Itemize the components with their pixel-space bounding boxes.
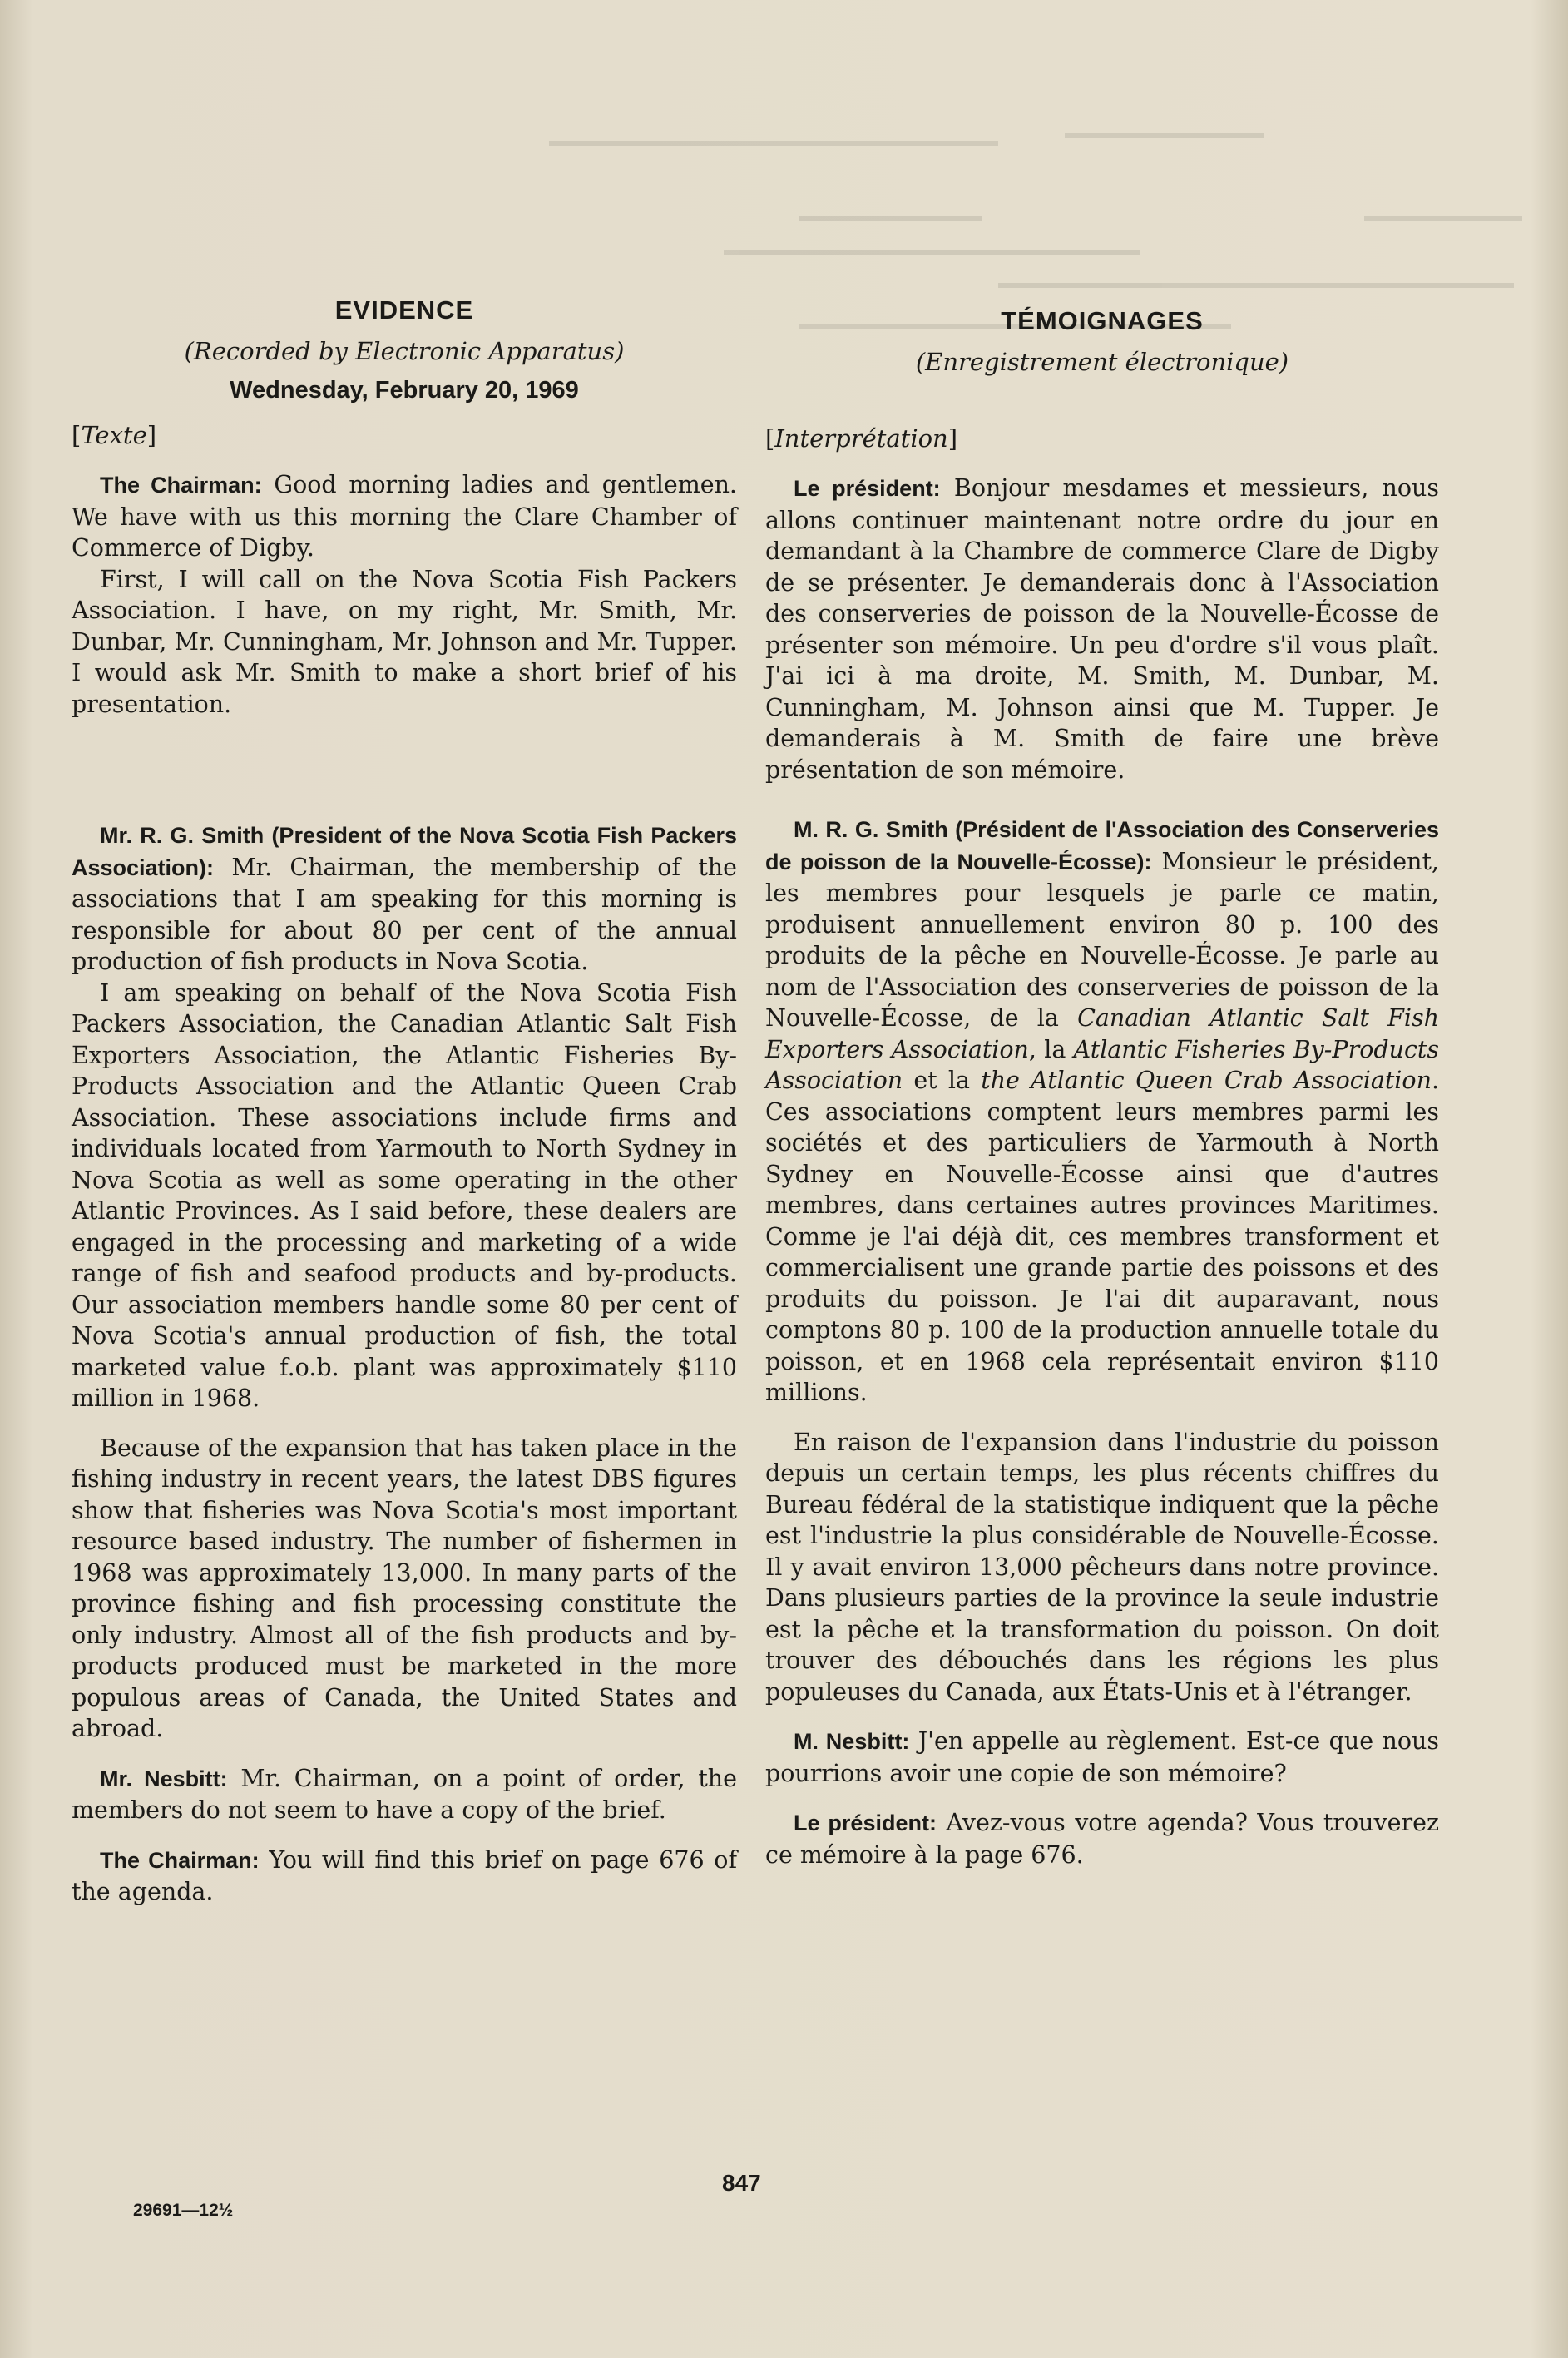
president-reply: Le président: Avez-vous votre agenda? Vous trouverez ce mémoire à la page 676. (765, 1809, 1439, 1869)
evidence-heading: EVIDENCE (334, 295, 474, 324)
hearing-date: Wednesday, February 20, 1969 (230, 377, 579, 404)
nesbitt-point-of-order: Mr. Nesbitt: Mr. Chairman, on a point of order, the members do not seem to have a copy of the brief. (72, 1764, 737, 1824)
speaker-label: M. Nesbitt: (794, 1729, 910, 1754)
english-column (72, 295, 737, 1908)
text-tag: [Texte] (72, 421, 157, 449)
smith-industry-fr: En raison de l'expansion dans l'industrie du poisson depuis un certain temps, les plus récents chiffres du Bureau fédéral de la statistique indiquent que la pêche est l'industrie la plus considérable de Nouvelle-Écosse. Il y avait environ 13,000 pêcheurs dans notre province. Dans plusieurs parties de la province la seule industrie est la pêche et la transformation du poisson. On doit trouver des débouchés dans les régions les plus populeuses du Canada, aux États-Unis et à l'étranger. (765, 1428, 1439, 1706)
interpretation-tag: [Interprétation] (765, 424, 958, 453)
smith-associations: I am speaking on behalf of the Nova Scotia Fish Packers Association, the Canadian Atlantic Salt Fish Exporters Association, the Atlantic Fisheries By-Products Association and the Atlantic Queen Crab Association. These associations include firms and individuals located from Yarmouth to North Sydney in Nova Scotia as well as some operating in the other Atlantic Provinces. As I said before, these dealers are engaged in the processing and marketing of a wide range of fish and seafood products and by-products. Our association members handle some 80 per cent of Nova Scotia's annual production of fish, the total marketed value f.o.b. plant was approximately $110 million in 1968. (72, 978, 737, 1412)
speaker-label: Le président: (794, 1811, 937, 1835)
speaker-label: Le président: (794, 476, 941, 501)
french-column (765, 306, 1439, 1870)
smith-statement-fr: M. R. G. Smith (Président de l'Association des Conserveries de poisson de la Nouvelle-Écosse): Monsieur le président, les membres pour lesquels je parle ce matin, produisent annuellement environ 80 p. 100 des produits de la pêche en Nouvelle-Écosse. Je parle au nom de l'Association des conserveries de poisson de la Nouvelle-Écosse, de la Canadian Atlantic Salt Fish Exporters Association, la Atlantic Fisheries By-Products Association et la the Atlantic Queen Crab Association. Ces associations comptent leurs membres parmi les sociétés et des particuliers de Yarmouth à North Sydney en Nouvelle-Écosse ainsi que d'autres membres, dans certaines autres provinces Maritimes. Comme je l'ai déjà dit, ces membres transforment et commercialisent une grande partie des poissons et des produits du poisson. Je l'ai dit auparavant, nous comptons 80 p. 100 de la production annuelle totale du poisson, et en 1968 cela représentait environ $110 millions. (765, 817, 1439, 1406)
smith-statement: Mr. R. G. Smith (President of the Nova Scotia Fish Packers Association): Mr. Chairman, the membership of the associations that I am speaking for this morning is responsible for about 80 per cent of the annual production of fish products in Nova Scotia. (72, 823, 737, 975)
speaker-label: Mr. R. G. Smith (President of the Nova Scotia Fish Packers Association): (72, 823, 737, 880)
evidence-subheading: (Recorded by Electronic Apparatus) (184, 337, 625, 365)
president-opening: Le président: Bonjour mesdames et messieurs, nous allons continuer maintenant notre ordre du jour en demandant à la Chambre de commerce Clare de Digby de se présenter. Je demanderais donc à l'Association des conserveries de poisson de la Nouvelle-Écosse de présenter son mémoire. Un peu d'ordre s'il vous plaît. J'ai ici à ma droite, M. Smith, M. Dunbar, M. Cunningham, M. Johnson ainsi que M. Tupper. Je demanderais à M. Smith de faire une brève présentation de son mémoire. (765, 474, 1439, 784)
speaker-label: The Chairman: (100, 1847, 260, 1873)
smith-industry: Because of the expansion that has taken place in the fishing industry in recent years, the latest DBS figures show that fisheries was Nova Scotia's most important resource based industry. The number of fishermen in 1968 was approximately 13,000. In many parts of the province fishing and fish processing constitute the only industry. Almost all of the fish products and by-products produced must be marketed in the more populous areas of Canada, the United States and abroad. (72, 1434, 737, 1742)
print-code: 29691—12½ (133, 2201, 234, 2220)
speaker-label: The Chairman: (100, 473, 262, 498)
nesbitt-fr: M. Nesbitt: J'en appelle au règlement. Est-ce que nous pourrions avoir une copie de son mémoire? (765, 1727, 1439, 1787)
temoignages-subheading: (Enregistrement électronique) (915, 348, 1289, 376)
page-number: 847 (722, 2170, 761, 2196)
chairman-opening: The Chairman: Good morning ladies and gentlemen. We have with us this morning the Clare Chamber of Commerce of Digby. (72, 471, 737, 562)
chairman-introduction: First, I will call on the Nova Scotia Fish Packers Association. I have, on my right, Mr. Smith, Mr. Dunbar, Mr. Cunningham, Mr. Johnson and Mr. Tupper. I would ask Mr. Smith to make a short brief of his presentation. (72, 565, 737, 718)
speaker-label: Mr. Nesbitt: (100, 1766, 228, 1791)
speaker-label: M. R. G. Smith (Président de l'Association des Conserveries de poisson de la Nouvelle-Écosse): (765, 817, 1439, 874)
temoignages-heading: TÉMOIGNAGES (1001, 306, 1204, 335)
chairman-reply: The Chairman: You will find this brief on page 676 of the agenda. (72, 1845, 737, 1905)
